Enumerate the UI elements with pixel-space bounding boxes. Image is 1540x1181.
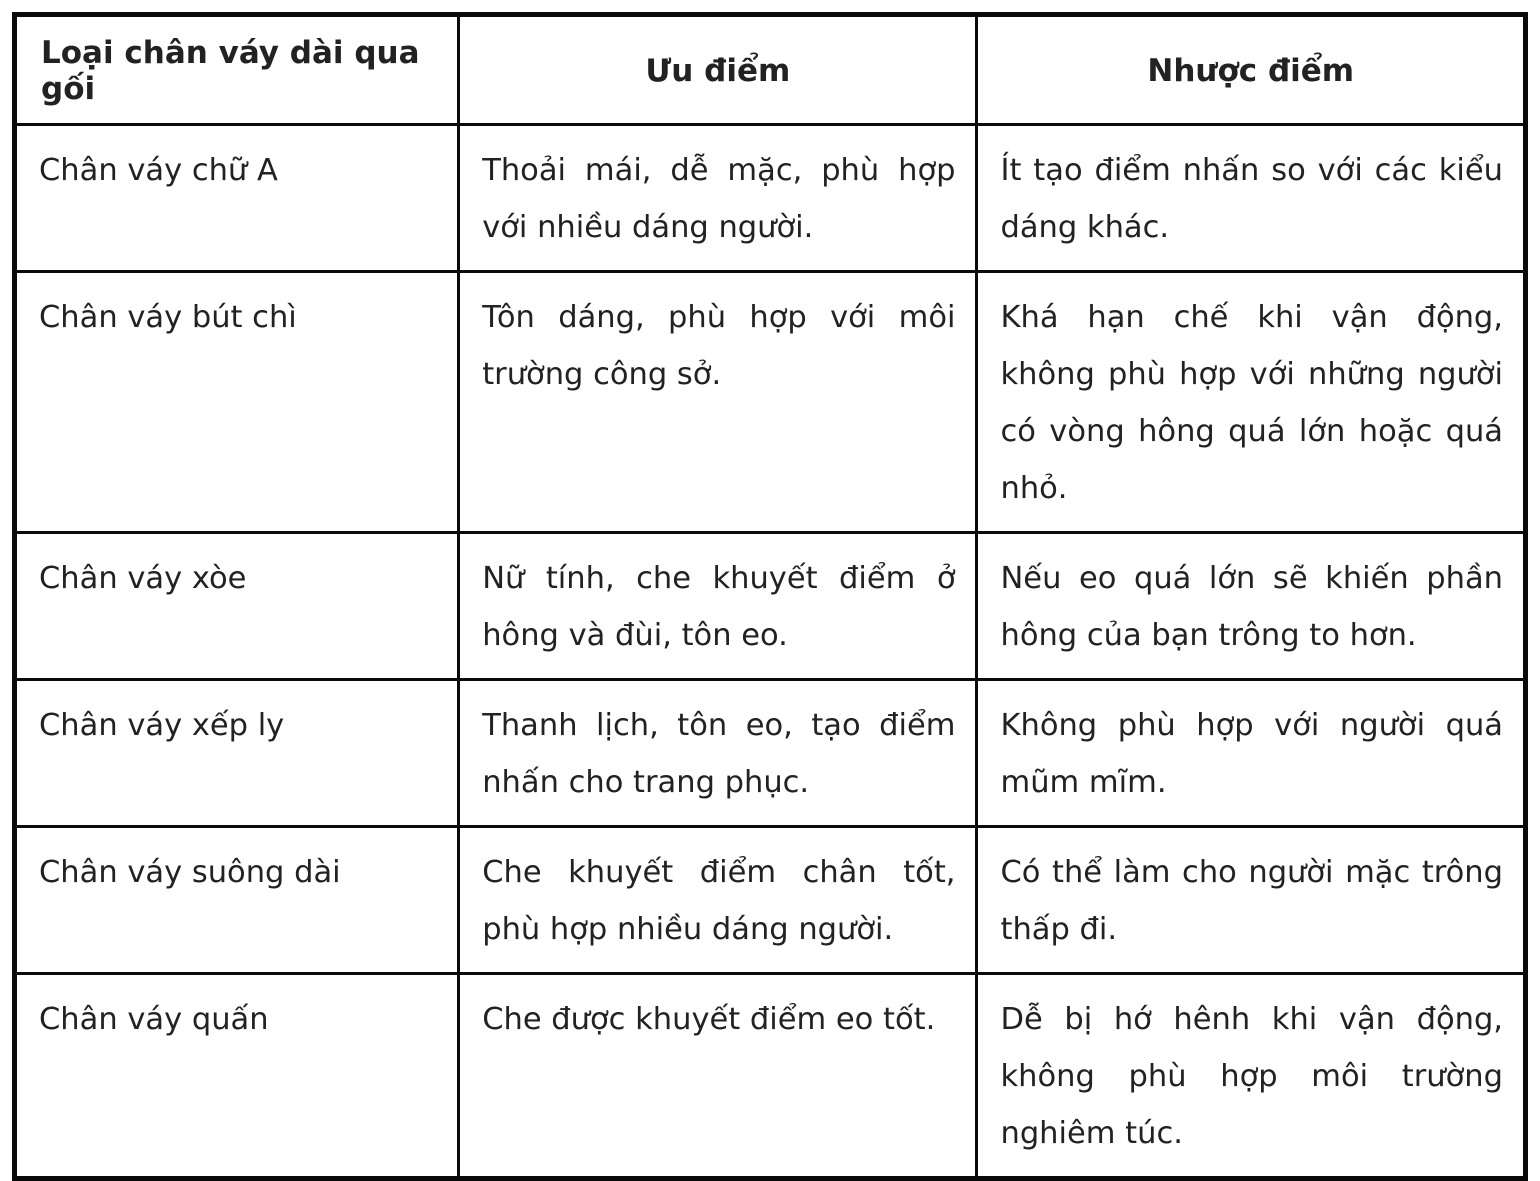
cell-pros: Thanh lịch, tôn eo, tạo điểm nhấn cho trang phục.: [459, 680, 977, 827]
cell-cons: Có thể làm cho người mặc trông thấp đi.: [977, 827, 1526, 974]
table-row: [15, 680, 1526, 827]
cell-pros: Tôn dáng, phù hợp với môi trường công sở.: [459, 272, 977, 533]
table-row: [15, 125, 1526, 272]
cell-cons: Khá hạn chế khi vận động, không phù hợp với những người có vòng hông quá lớn hoặc quá nhỏ.: [977, 272, 1526, 533]
table-row: [15, 272, 1526, 533]
cell-cons: Dễ bị hớ hênh khi vận động, không phù hợp môi trường nghiêm túc.: [977, 974, 1526, 1179]
cell-pros: Che khuyết điểm chân tốt, phù hợp nhiều dáng người.: [459, 827, 977, 974]
skirt-comparison-table: [12, 12, 1528, 1181]
cell-pros: Nữ tính, che khuyết điểm ở hông và đùi, tôn eo.: [459, 533, 977, 680]
cell-skirt-type: Chân váy bút chì: [15, 272, 459, 533]
table-header-row: [15, 15, 1526, 125]
cell-cons: Ít tạo điểm nhấn so với các kiểu dáng khác.: [977, 125, 1526, 272]
cell-cons: Không phù hợp với người quá mũm mĩm.: [977, 680, 1526, 827]
column-header-pros: Ưu điểm: [459, 15, 977, 125]
column-header-skirt-type: Loại chân váy dài qua gối: [15, 15, 459, 125]
cell-skirt-type: Chân váy xòe: [15, 533, 459, 680]
cell-pros: Che được khuyết điểm eo tốt.: [459, 974, 977, 1179]
cell-skirt-type: Chân váy suông dài: [15, 827, 459, 974]
table-row: [15, 533, 1526, 680]
cell-cons: Nếu eo quá lớn sẽ khiến phần hông của bạn trông to hơn.: [977, 533, 1526, 680]
table-row: [15, 827, 1526, 974]
cell-skirt-type: Chân váy chữ A: [15, 125, 459, 272]
cell-skirt-type: Chân váy quấn: [15, 974, 459, 1179]
cell-pros: Thoải mái, dễ mặc, phù hợp với nhiều dáng người.: [459, 125, 977, 272]
column-header-cons: Nhược điểm: [977, 15, 1526, 125]
table-row: [15, 974, 1526, 1179]
cell-skirt-type: Chân váy xếp ly: [15, 680, 459, 827]
